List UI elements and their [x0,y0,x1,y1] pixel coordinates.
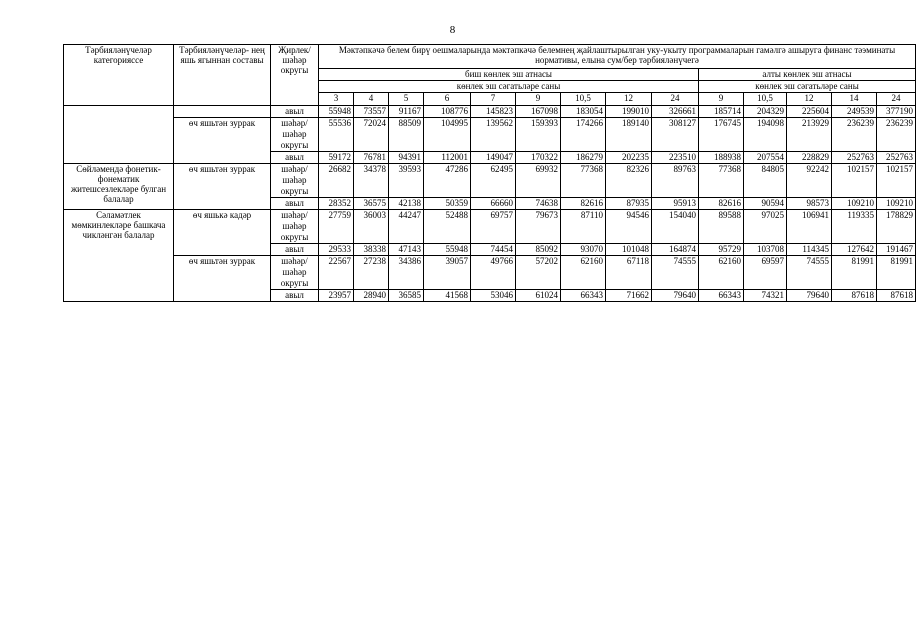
norm-value-cell: 183054 [561,106,606,118]
area-village-cell: авыл [271,290,319,302]
norm-value-cell: 106941 [787,210,832,244]
norm-value-cell: 139562 [471,118,516,152]
norm-value-cell: 236239 [832,118,877,152]
age-composition-cell: өч яшьтән зуррак [174,256,271,302]
norm-value-cell: 74555 [787,256,832,290]
norm-value-cell: 47286 [424,164,471,198]
norm-value-cell: 29533 [319,244,354,256]
norm-value-cell: 104995 [424,118,471,152]
norm-value-cell: 252763 [832,152,877,164]
hours-5day-cell: 24 [652,93,699,106]
norm-value-cell: 109210 [832,198,877,210]
norm-value-cell: 34378 [354,164,389,198]
hours-5day-cell: 10,5 [561,93,606,106]
norm-value-cell: 94546 [606,210,652,244]
norm-value-cell: 87618 [877,290,916,302]
norm-value-cell: 149047 [471,152,516,164]
norm-value-cell: 69757 [471,210,516,244]
norm-value-cell: 77368 [561,164,606,198]
norm-value-cell: 74321 [744,290,787,302]
table-row [64,256,916,290]
norm-value-cell: 88509 [389,118,424,152]
area-city-line: округы [280,232,309,242]
header-age-composition: Тәрбияләнүчеләр- нең яшь ягыннан составы [174,45,271,106]
norm-value-cell: 74555 [652,256,699,290]
norm-value-cell: 79640 [652,290,699,302]
norm-value-cell: 72024 [354,118,389,152]
norm-value-cell: 326661 [652,106,699,118]
header-category: Тәрбияләнүчеләр категорияссе [64,45,174,106]
norm-value-cell: 85092 [516,244,561,256]
norm-value-cell: 170322 [516,152,561,164]
norm-value-cell: 28352 [319,198,354,210]
table-row [64,106,916,118]
norm-value-cell: 98573 [787,198,832,210]
norm-value-cell: 66343 [699,290,744,302]
area-city-line: шәһәр/ [281,210,308,220]
area-city-line: шәһәр/ [281,256,308,266]
norm-value-cell: 90594 [744,198,787,210]
norm-value-cell: 26682 [319,164,354,198]
age-composition-cell: өч яшькә кадәр [174,210,271,256]
norm-value-cell: 82616 [561,198,606,210]
norm-value-cell: 62160 [561,256,606,290]
hours-6day-cell: 9 [699,93,744,106]
hours-6day-cell: 12 [787,93,832,106]
norm-value-cell: 189140 [606,118,652,152]
header-five-day-week: биш көнлек эш атнасы [319,69,699,81]
norm-value-cell: 95729 [699,244,744,256]
category-cell: Сәламәтлек мөмкинлекләре башкача чикләнгән балалар [64,210,174,302]
norm-value-cell: 102157 [832,164,877,198]
norm-value-cell: 213929 [787,118,832,152]
norm-value-cell: 93070 [561,244,606,256]
norm-value-cell: 223510 [652,152,699,164]
norm-value-cell: 102157 [877,164,916,198]
area-city-line: округы [280,278,309,288]
norm-value-cell: 92242 [787,164,832,198]
hours-6day-cell: 14 [832,93,877,106]
area-city-line: шәһәр/ [281,118,308,128]
norm-value-cell: 87935 [606,198,652,210]
norm-value-cell: 97025 [744,210,787,244]
norm-value-cell: 204329 [744,106,787,118]
header-hours-count-6day: көнлек эш сәгатьләре саны [699,81,916,93]
hours-6day-cell: 24 [877,93,916,106]
area-city-cell [271,118,319,152]
norm-value-cell: 112001 [424,152,471,164]
norm-value-cell: 164874 [652,244,699,256]
age-composition-cell: өч яшьтән зуррак [174,118,271,164]
norm-value-cell: 94391 [389,152,424,164]
norm-value-cell: 82616 [699,198,744,210]
norm-value-cell: 79673 [516,210,561,244]
norm-value-cell: 59172 [319,152,354,164]
norm-value-cell: 377190 [877,106,916,118]
norm-value-cell: 74638 [516,198,561,210]
norm-value-cell: 41568 [424,290,471,302]
norm-value-cell: 38338 [354,244,389,256]
norm-value-cell: 84805 [744,164,787,198]
norm-value-cell: 82326 [606,164,652,198]
area-city-cell [271,256,319,290]
table-row [64,164,916,198]
norm-value-cell: 77368 [699,164,744,198]
norm-value-cell: 176745 [699,118,744,152]
area-city-line: шәһәр [282,267,307,277]
norm-value-cell: 55948 [319,106,354,118]
area-village-cell: авыл [271,106,319,118]
norm-value-cell: 36575 [354,198,389,210]
norm-value-cell: 185714 [699,106,744,118]
page-number: 8 [449,24,456,36]
norm-value-cell: 57202 [516,256,561,290]
area-village-cell: авыл [271,198,319,210]
norm-value-cell: 194098 [744,118,787,152]
category-cell [64,106,174,164]
norm-value-cell: 36585 [389,290,424,302]
area-city-cell [271,164,319,198]
hours-6day-cell: 10,5 [744,93,787,106]
norm-value-cell: 42138 [389,198,424,210]
norm-value-cell: 39057 [424,256,471,290]
norm-value-cell: 62495 [471,164,516,198]
norm-value-cell: 49766 [471,256,516,290]
norm-value-cell: 47143 [389,244,424,256]
norm-value-cell: 308127 [652,118,699,152]
norm-value-cell: 188938 [699,152,744,164]
norm-value-cell: 252763 [877,152,916,164]
norm-value-cell: 191467 [877,244,916,256]
norm-value-cell: 39593 [389,164,424,198]
area-village-cell: авыл [271,152,319,164]
hours-5day-cell: 6 [424,93,471,106]
norm-value-cell: 81991 [832,256,877,290]
norm-value-cell: 174266 [561,118,606,152]
hours-5day-cell: 7 [471,93,516,106]
hours-5day-cell: 9 [516,93,561,106]
financing-norms-table [63,44,916,302]
area-city-line: шәһәр [282,175,307,185]
norm-value-cell: 66660 [471,198,516,210]
norm-value-cell: 23957 [319,290,354,302]
norm-value-cell: 73557 [354,106,389,118]
norm-value-cell: 119335 [832,210,877,244]
area-city-line: шәһәр [282,129,307,139]
norm-value-cell: 61024 [516,290,561,302]
norm-value-cell: 159393 [516,118,561,152]
norm-value-cell: 79640 [787,290,832,302]
header-six-day-week: алты көнлек эш атнасы [699,69,916,81]
age-composition-cell: өч яшьтән зуррак [174,164,271,210]
area-city-cell [271,210,319,244]
norm-value-cell: 108776 [424,106,471,118]
norm-value-cell: 62160 [699,256,744,290]
area-city-line: шәһәр/ [281,164,308,174]
norm-value-cell: 167098 [516,106,561,118]
norm-value-cell: 91167 [389,106,424,118]
norm-value-cell: 81991 [877,256,916,290]
norm-value-cell: 74454 [471,244,516,256]
norm-value-cell: 67118 [606,256,652,290]
norm-value-cell: 236239 [877,118,916,152]
category-cell: Сөйләмендә фонетик-фонематик житешсезлекләре булган балалар [64,164,174,210]
norm-value-cell: 34386 [389,256,424,290]
norm-value-cell: 207554 [744,152,787,164]
norm-value-cell: 186279 [561,152,606,164]
norm-value-cell: 249539 [832,106,877,118]
norm-value-cell: 228829 [787,152,832,164]
norm-value-cell: 22567 [319,256,354,290]
norm-value-cell: 55536 [319,118,354,152]
norm-value-cell: 145823 [471,106,516,118]
norm-value-cell: 52488 [424,210,471,244]
hours-5day-cell: 12 [606,93,652,106]
hours-5day-cell: 3 [319,93,354,106]
norm-value-cell: 178829 [877,210,916,244]
norm-value-cell: 87618 [832,290,877,302]
norm-value-cell: 28940 [354,290,389,302]
area-city-line: округы [280,140,309,150]
norm-value-cell: 53046 [471,290,516,302]
norm-value-cell: 44247 [389,210,424,244]
norm-value-cell: 69597 [744,256,787,290]
norm-value-cell: 27238 [354,256,389,290]
norm-value-cell: 50359 [424,198,471,210]
area-village-cell: авыл [271,244,319,256]
age-composition-cell [174,106,271,118]
table-row [64,118,916,152]
norm-value-cell: 55948 [424,244,471,256]
norm-value-cell: 27759 [319,210,354,244]
norm-value-cell: 36003 [354,210,389,244]
norm-value-cell: 87110 [561,210,606,244]
norm-value-cell: 101048 [606,244,652,256]
header-hours-count-5day: көнлек эш сәгатьләре саны [319,81,699,93]
hours-5day-cell: 4 [354,93,389,106]
norm-value-cell: 71662 [606,290,652,302]
header-financing-norm: Мәктәпкәчә белем бирү оешмаларында мәктәпкәчә белемнең җайлаштырылган уку-укыту программаларын гамәлгә ашыруга финанс тәэминаты нормативы, елына сум/бер тәрбияләнүчегә [319,45,916,69]
norm-value-cell: 66343 [561,290,606,302]
table-row [64,210,916,244]
norm-value-cell: 199010 [606,106,652,118]
area-city-line: шәһәр [282,221,307,231]
norm-value-cell: 69932 [516,164,561,198]
norm-value-cell: 89763 [652,164,699,198]
norm-value-cell: 114345 [787,244,832,256]
norm-value-cell: 127642 [832,244,877,256]
norm-value-cell: 89588 [699,210,744,244]
norm-value-cell: 202235 [606,152,652,164]
area-city-line: округы [280,186,309,196]
norm-value-cell: 109210 [877,198,916,210]
norm-value-cell: 76781 [354,152,389,164]
header-area: Җирлек/ шәһәр округы [271,45,319,106]
norm-value-cell: 95913 [652,198,699,210]
norm-value-cell: 103708 [744,244,787,256]
norm-value-cell: 225604 [787,106,832,118]
hours-5day-cell: 5 [389,93,424,106]
norm-value-cell: 154040 [652,210,699,244]
